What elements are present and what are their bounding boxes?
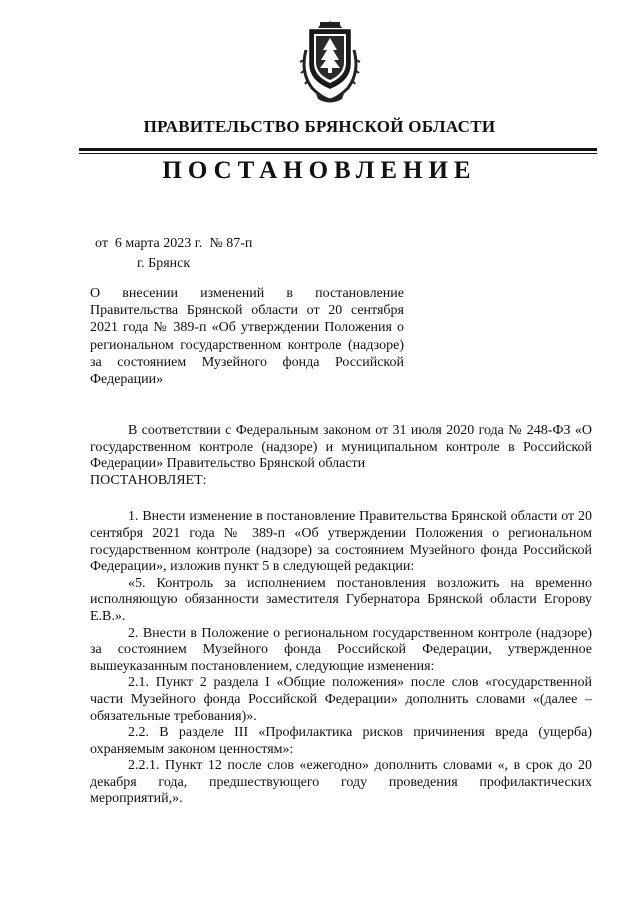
organization-name: ПРАВИТЕЛЬСТВО БРЯНСКОЙ ОБЛАСТИ bbox=[143, 117, 496, 136]
header-rule-thin bbox=[79, 153, 597, 154]
body-paragraph: 2.2. В разделе III «Профилактика рисков причинения вреда (ущерба) охраняемым законом ценностям»: bbox=[90, 725, 592, 757]
body-paragraph: 1. Внести изменение в постановление Правительства Брянской области от 20 сентября 2021 года № 389-п «Об утверждении Положения о региональном государственном контроле (надзоре) за состоянием Музейного фонда Российской Федерации», изложив пункт 5 в следующей редакции: bbox=[90, 509, 592, 575]
body-paragraph: 2.1. Пункт 2 раздела I «Общие положения» после слов «государственной части Музейного фонда Российской Федерации» дополнить словами «(далее – обязательные требования)». bbox=[90, 675, 592, 724]
body-paragraph: «5. Контроль за исполнением постановления возложить на временно исполняющую обязанности заместителя Губернатора Брянской области Егорову Е.В.». bbox=[90, 575, 592, 624]
body-paragraph: 2.2.1. Пункт 12 после слов «ежегодно» дополнить словами «, в срок до 20 декабря года, предшествующего году проведения профилактических мероприятий,». bbox=[90, 758, 592, 807]
resolves-heading: ПОСТАНОВЛЯЕТ: bbox=[90, 472, 207, 488]
document-date-number: от 6 марта 2023 г. № 87-п bbox=[95, 236, 253, 251]
body-paragraph: 2. Внести в Положение о региональном государственном контроле (надзоре) за состоянием Музейного фонда Российской Федерации, утвержденное вышеуказанным постановлением, следующие изменения: bbox=[90, 625, 592, 674]
document-subject: О внесении изменений в постановление Правительства Брянской области от 20 сентября 2021 года № 389-п «Об утверждении Положения о региональном государственном контроле (надзоре) за состоянием Музейного фонда Российской Федерации» bbox=[90, 286, 404, 388]
document-body bbox=[90, 423, 592, 808]
preamble-paragraph: В соответствии с Федеральным законом от 31 июля 2020 года № 248-ФЗ «О государственном контроле (надзоре) и муниципальном контроле в Российской Федерации» Правительство Брянской области bbox=[90, 423, 592, 472]
document-title: ПОСТАНОВЛЕНИЕ bbox=[162, 157, 477, 184]
header-rule-thick bbox=[79, 148, 597, 151]
coat-of-arms-icon bbox=[296, 20, 364, 104]
document-city: г. Брянск bbox=[137, 256, 191, 271]
